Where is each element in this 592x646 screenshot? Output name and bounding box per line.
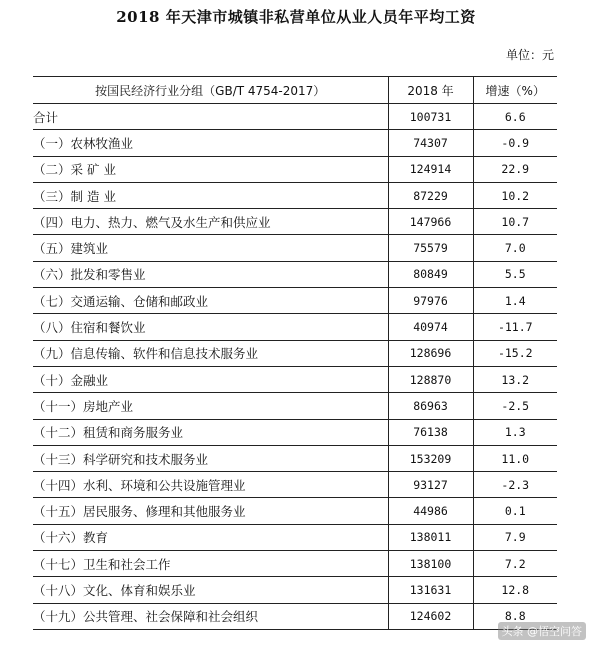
table-row [33,366,557,392]
row-growth-rate: -11.7 [473,314,557,340]
table-row [33,603,557,629]
table-row [33,209,557,235]
table-row [33,524,557,550]
row-wage-value: 131631 [388,577,473,603]
row-industry-name: （二）采 矿 业 [33,156,388,182]
row-wage-value: 138100 [388,551,473,577]
row-industry-name: （十七）卫生和社会工作 [33,551,388,577]
row-industry-name: （十）金融业 [33,366,388,392]
row-industry-name: （十五）居民服务、修理和其他服务业 [33,498,388,524]
header-growth-rate: 增速（%） [473,77,557,104]
row-growth-rate: 10.7 [473,209,557,235]
table-row [33,498,557,524]
row-wage-value: 44986 [388,498,473,524]
wage-table [33,76,557,630]
table-row [33,261,557,287]
row-growth-rate: 0.1 [473,498,557,524]
row-wage-value: 128696 [388,340,473,366]
row-industry-name: （十九）公共管理、社会保障和社会组织 [33,603,388,629]
table-row [33,104,557,130]
row-wage-value: 74307 [388,130,473,156]
row-wage-value: 124602 [388,603,473,629]
table-row [33,235,557,261]
row-wage-value: 147966 [388,209,473,235]
row-industry-name: （十八）文化、体育和娱乐业 [33,577,388,603]
row-industry-name: （七）交通运输、仓储和邮政业 [33,288,388,314]
row-wage-value: 93127 [388,472,473,498]
row-wage-value: 40974 [388,314,473,340]
row-industry-name: 合计 [33,104,388,130]
row-wage-value: 87229 [388,182,473,208]
row-industry-name: （五）建筑业 [33,235,388,261]
row-growth-rate: 12.8 [473,577,557,603]
table-row [33,156,557,182]
row-growth-rate: 1.4 [473,288,557,314]
row-growth-rate: 10.2 [473,182,557,208]
row-industry-name: （四）电力、热力、燃气及水生产和供应业 [33,209,388,235]
row-wage-value: 124914 [388,156,473,182]
row-wage-value: 80849 [388,261,473,287]
watermark: 头条 @悟空问答 [498,622,587,640]
table-row [33,130,557,156]
table-row [33,288,557,314]
row-wage-value: 153209 [388,445,473,471]
row-growth-rate: 22.9 [473,156,557,182]
row-wage-value: 138011 [388,524,473,550]
table-row [33,445,557,471]
row-wage-value: 128870 [388,366,473,392]
row-industry-name: （十三）科学研究和技术服务业 [33,445,388,471]
table-row [33,419,557,445]
page-title: 2018 年天津市城镇非私营单位从业人员年平均工资 [116,8,476,26]
row-growth-rate: 11.0 [473,445,557,471]
row-growth-rate: 6.6 [473,104,557,130]
table-row [33,472,557,498]
table-header-row [33,77,557,104]
row-industry-name: （一）农林牧渔业 [33,130,388,156]
row-growth-rate: -2.5 [473,393,557,419]
row-growth-rate: 7.9 [473,524,557,550]
row-industry-name: （十二）租赁和商务服务业 [33,419,388,445]
row-industry-name: （三）制 造 业 [33,182,388,208]
row-growth-rate: 5.5 [473,261,557,287]
row-growth-rate: -15.2 [473,340,557,366]
row-wage-value: 76138 [388,419,473,445]
header-2018-value: 2018 年 [388,77,473,104]
row-growth-rate: 7.0 [473,235,557,261]
row-growth-rate: 7.2 [473,551,557,577]
row-growth-rate: 13.2 [473,366,557,392]
row-wage-value: 97976 [388,288,473,314]
row-industry-name: （十六）教育 [33,524,388,550]
table-row [33,551,557,577]
row-industry-name: （六）批发和零售业 [33,261,388,287]
table-row [33,182,557,208]
row-wage-value: 75579 [388,235,473,261]
table-row [33,340,557,366]
unit-label: 单位：元 [505,48,554,62]
row-wage-value: 100731 [388,104,473,130]
row-industry-name: （十一）房地产业 [33,393,388,419]
row-growth-rate: -2.3 [473,472,557,498]
row-wage-value: 86963 [388,393,473,419]
table-row [33,314,557,340]
table-row [33,577,557,603]
table-row [33,393,557,419]
row-industry-name: （九）信息传输、软件和信息技术服务业 [33,340,388,366]
row-growth-rate: -0.9 [473,130,557,156]
header-industry-group: 按国民经济行业分组（GB/T 4754-2017） [33,77,388,104]
row-industry-name: （八）住宿和餐饮业 [33,314,388,340]
row-growth-rate: 8.8 [473,603,557,629]
row-industry-name: （十四）水利、环境和公共设施管理业 [33,472,388,498]
row-growth-rate: 1.3 [473,419,557,445]
